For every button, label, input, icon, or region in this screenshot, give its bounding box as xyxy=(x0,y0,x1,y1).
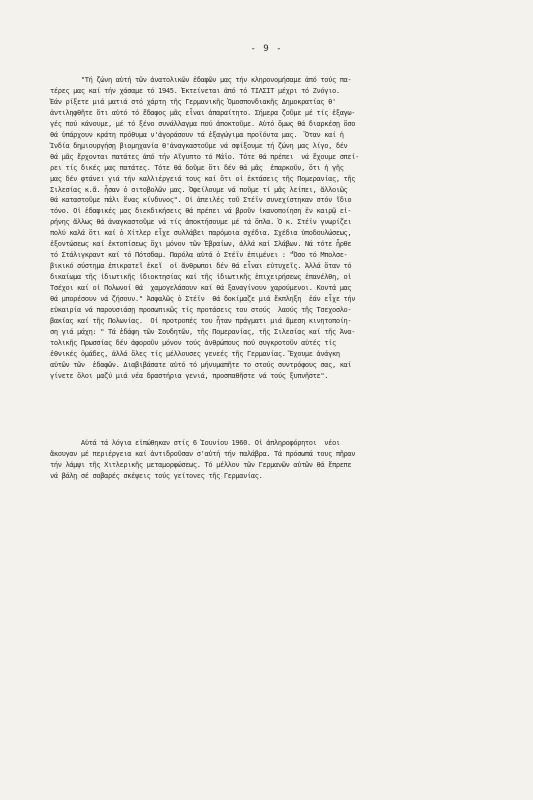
body-paragraph-1: "Τή ζώνη αὐτή τῶν ἀνατολικῶν ἐδαφῶν μας τήν κληρονομήσαμε ἀπό τούς πα- τέρες μας καί τήν χάσαμε τό 1945. Ἐκτείνεται ἀπό τό ΤΙΛΣΙΤ μέχρι τό Ζνόγιο. Ἐάν ρίξετε μιά ματιά στό χάρτη τῆς Γερμανικῆς Ὁμοσπονδιακῆς Δημοκρατίας θ' ἀντιληφθῆτε ὅτι αὐτό τό ἔδαφος μᾶς εἶναι ἀπαραίτητο. Σήμερα ζοῦμε μέ τίς ἐξαγω- γές πού κάνουμε, μέ τό ξένο συνάλλαγμα πού ἀποκτοῦμε. Αὐτό ὅμως θά διαρκέσῃ ὅσο θά ὑπάρχουν κράτη πρόθυμα ν'ἀγοράσουν τά ἐξαγώγιμα προϊόντα μας. Ὅταν καί ἡ Ἰνδία δημιουργήσῃ βιομηχανία θ'ἀναγκαστοῦμε νά σφίξουμε τή ζώνη μας λίγο, δέν θά μᾶς ἔρχονται πατάτες ἀπό τήν Αἴγυπτο τό Μάϊο. Τότε θά πρέπει νά ἔχουμε σπεί- ρει τίς δικές μας πατάτες. Τότε θά δοῦμε ὅτι δέν θά μᾶς ἐπαρκοῦν, ὅτι ἡ γῆς μας δέν φτάνει γιά τήν καλλιέργειά τους καί ὅτι οἱ ἐκτάσεις τῆς Πομερανίας, τῆς Σιλεσίας κ.ἄ. ἦσαν ὁ σιτοβολῶν μας. Ὀφείλουμε νά ποῦμε τί μᾶς λείπει, ἄλλοιῶς θά καταστοῦμε πάλι ἕνας κίνδυνος". Οἱ ἀπειλές τοῦ Στέϊν συνεχίστηκαν στόν ἴδιο τόνο. Οἱ ἐδαφικές μας διεκδικήσεις θά πρέπει νά βροῦν ἱκανοποίηση ἐν καιρῷ εἰ- ρήνης ἄλλως θά ἀναγκαστοῦμε νά τίς ἀποκτήσουμε μέ τά ὅπλα. Ὁ κ. Στέϊν γνωρίζει πολύ καλά ὅτι καί ὁ Χίτλερ εἶχε συλλάβει παρόμοια σχέδια. Σχέδια ὑποδουλώσεως, ἐξοντώσεως καί ἐκτοπίσεως ὄχι μόνον τῶν Ἑβραίων, ἀλλά καί Σλάβων. Νά τότε ἦρθε τό Στάλιγκραντ καί τό Πότσδαμ. Παρόλα αὐτά ὁ Στέϊν ἐπιμένει : "Ὅσο τό Μπολσε- βικικό σύστημα ἐπικρατεῖ ἐκεῖ οἱ ἄνθρωποι δέν θά εἶναι εὐτυχεῖς. Ἀλλά ὅταν τό δικαίωμα τῆς ἰδιωτικῆς ἰδιοκτησίας καί τῆς ἰδιωτικῆς ἐπιχειρήσεως ἐπανέλθη, οἱ Τσέχοι καί οἱ Πολωνοί θά χαμογελάσουν καί θά ξαναγίνουν χαρούμενοι. Κοντά μας θά μπορέσουν νά ζήσουν." Ἀσφαλῶς ὁ Στέϊν θά δοκίμαζε μιά ἔκπληξη ἐάν εἶχε τήν εὐκαιρία νά παρουσιάσῃ προσωπικῶς τίς προτάσεις του στούς λαούς τῆς Τσεχοσλο- βακίας καί τῆς Πολωνίας. Οἱ προτροπές του ἦταν πράγματι μιά ἄμεση κινητοποίη- ση γιά μάχη: " Τά ἐδάφη τῶν Σουδητῶν, τῆς Πομερανίας, τῆς Σιλεσίας καί τῆς Ἀνα- τολικῆς Πρωσσίας δέν ἀφοροῦν μόνον τούς ἀνθρώπους πού συγκροτοῦν αὐτές τίς ἐθνικές ὁμάδες, ἀλλά ὅλες τίς μέλλουσες γενεές τῆς Γερμανίας. Ἔχουμε ἀνάγκη αὐτῶν τῶν ἐδαφῶν. Διαβιβάσατε αὐτό τό μήνυμαπῆτε το στούς συντρόφους σας, καί γίνετε ὅλοι μαζύ μιά νέα δραστήρια γενιά, προσπαθῆστε νά τούς ξυπνῆστε". xyxy=(50,75,360,380)
body-paragraph-2: Αὐτά τά λόγια εἰπώθηκαν στίς 6 Ἰουνίου 1960. Οἱ ἀπληροφόρητοι νέοι ἄκουγαν μέ περιέργεια καί ἀντιδροῦσαν σ'αὐτή τήν παλάβρα. Τά πρόσωπά τους πῆραν τήν λάμψι τῆς Χιτλερικῆς μεταμορφώσεως. Τό μέλλον τῶν Γερμανῶν αὐτῶν θά ἔπρεπε νά βάλῃ σέ σοβαρές σκέψεις τούς γείτονες τῆς Γερμανίας. xyxy=(50,438,356,480)
page-number: - 9 - xyxy=(250,44,283,54)
